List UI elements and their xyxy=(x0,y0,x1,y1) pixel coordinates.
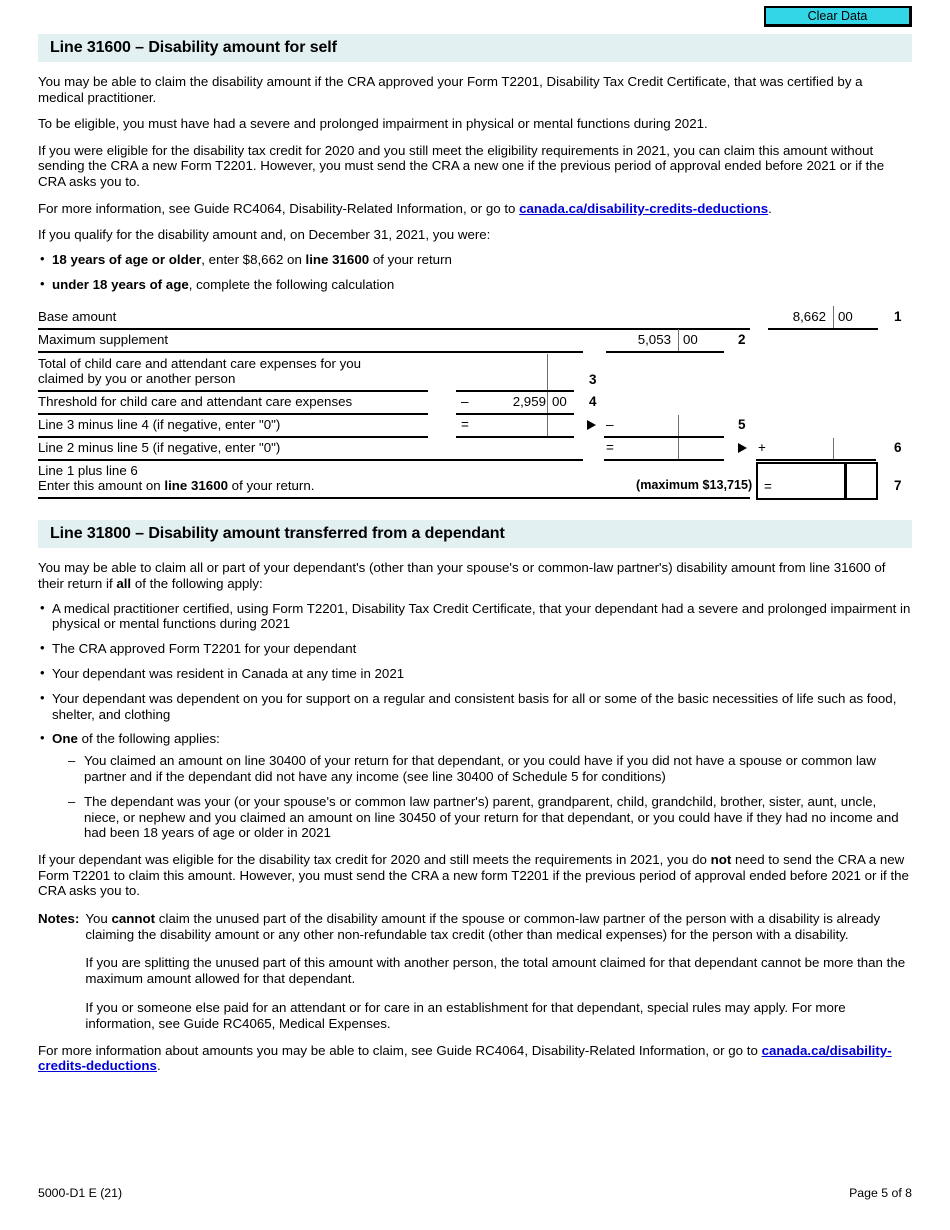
page-footer xyxy=(38,1186,912,1200)
bullet-18-or-older-bold: 18 years of age or older xyxy=(52,251,202,267)
dependant-intro-pre: You may be able to claim all or part of your dependant's (other than your spouse's or common-law partner's) disability amount from line 31600 of their return if xyxy=(38,560,886,591)
calc-row-5-label: Line 3 minus line 4 (if negative, enter "0") xyxy=(38,417,281,433)
prior-year-pre: If your dependant was eligible for the disability tax credit for 2020 and still meets the requirements in 2021, you do xyxy=(38,852,711,868)
list-item: • A medical practitioner certified, using Form T2201, Disability Tax Credit Certificate, that your dependant had a severe and prolonged impairment in physical or mental functions during 2021 xyxy=(38,601,912,633)
calc-row-3-underline xyxy=(38,390,428,391)
calc-row-5-divider xyxy=(547,415,548,436)
paragraph-qualify-intro: If you qualify for the disability amount and, on December 31, 2021, you were: xyxy=(38,227,491,243)
calc-row-7-label-line1: Line 1 plus line 6 xyxy=(38,463,138,479)
calc-row-2-amount-underline xyxy=(606,351,724,352)
calc-row-4-cents[interactable]: 00 xyxy=(552,394,567,410)
section-heading-line-31600: Line 31600 – Disability amount for self xyxy=(38,34,912,62)
calc-row-7-label-pre: Enter this amount on xyxy=(38,478,165,494)
bullet-18-or-older-end: of your return xyxy=(369,251,452,267)
calc-row-6-operator-plus: + xyxy=(758,440,766,456)
note1-bold: cannot xyxy=(111,910,156,926)
calc-row-3-label-line2: claimed by you or another person xyxy=(38,371,236,387)
calc-row-2-underline xyxy=(38,351,583,352)
calc-row-6-divider-2 xyxy=(833,438,834,459)
calc-row-6-amount-underline xyxy=(604,459,724,461)
calc-row-1-underline xyxy=(38,328,750,329)
paragraph-final-more-information xyxy=(38,1043,912,1074)
calc-row-2-dollars[interactable]: 5,053 xyxy=(637,332,671,348)
calc-row-5-operator-minus: – xyxy=(606,417,614,433)
calc-row-4-dollars[interactable]: 2,959 xyxy=(512,394,546,410)
final-info-pre: For more information about amounts you may be able to claim, see Guide RC4064, Disability-Related Information, or go to xyxy=(38,1042,762,1058)
sub-list-item: – You claimed an amount on line 30400 of your return for that dependant, or you could have if you did not have a spouse or common law partner and if the dependant did not have any income (see line 30400 of Schedule 5 for conditions) xyxy=(68,753,912,785)
calc-row-1-label: Base amount xyxy=(38,309,117,325)
dependant-intro-post: of the following apply: xyxy=(131,575,263,591)
age-bullet-list xyxy=(38,252,912,293)
calc-row-4-label: Threshold for child care and attendant care expenses xyxy=(38,394,353,410)
canada-ca-link[interactable]: canada.ca/disability-credits-deductions xyxy=(519,200,769,216)
calc-row-6-divider xyxy=(678,438,679,459)
calc-row-4-divider xyxy=(547,392,548,413)
calc-row-6-label: Line 2 minus line 5 (if negative, enter "0") xyxy=(38,440,281,456)
note-splitting-amount: If you are splitting the unused part of this amount with another person, the total amount claimed for that dependant cannot be more than the maximum amount allowed for that dependant. xyxy=(85,955,906,987)
calc-row-4-underline xyxy=(38,413,428,414)
calc-row-6-arrow-icon xyxy=(738,443,747,453)
paragraph-prior-year-credit: If you were eligible for the disability tax credit for 2020 and you still meet the eligibility requirements in 2021, you can claim this amount without sending the CRA a new Form T2201. However, you must send the CRA a new one if the previous period of approval ended before 2021 or if the CRA asks you to. xyxy=(38,142,885,189)
calc-row-1-divider xyxy=(833,306,834,328)
bullet-under-18-bold: under 18 years of age xyxy=(52,276,189,292)
one-of-following-sublist xyxy=(52,753,912,841)
calc-row-6-underline xyxy=(38,459,583,460)
paragraph-claim-eligibility: You may be able to claim the disability amount if the CRA approved your Form T2201, Disability Tax Credit Certificate, that was certified by a medical practitioner. xyxy=(38,74,863,105)
calc-row-5-number: 5 xyxy=(738,417,746,433)
calc-row-1-amount-underline xyxy=(768,328,878,329)
calc-row-2-number: 2 xyxy=(738,332,746,348)
calc-row-5-underline xyxy=(38,436,428,438)
canada-ca-link-2[interactable]: canada.ca/disability-credits-deductions xyxy=(38,1042,892,1074)
paragraph-more-information xyxy=(38,201,912,217)
calc-row-7-number: 7 xyxy=(894,478,902,494)
calc-row-3-label-line1: Total of child care and attendant care expenses for you xyxy=(38,356,362,372)
calc-row-7-operator: = xyxy=(764,479,772,495)
list-item: • Your dependant was dependent on you for support on a regular and consistent basis for all or some of the basic necessities of life such as food, shelter, and clothing xyxy=(38,691,912,723)
calc-row-5-arrow-icon xyxy=(587,420,596,430)
calc-row-7-label-post: of your return. xyxy=(227,478,315,494)
list-item: • The CRA approved Form T2201 for your dependant xyxy=(38,641,912,657)
calc-row-6-number: 6 xyxy=(894,440,902,456)
calc-row-4-number: 4 xyxy=(589,394,597,410)
calc-row-3-divider xyxy=(547,354,548,390)
page-number: Page 5 of 8 xyxy=(849,1186,912,1200)
calc-row-7-box-divider xyxy=(844,464,847,498)
one-rest: of the following applies: xyxy=(77,731,220,747)
dependant-conditions-list xyxy=(38,601,912,842)
calc-row-2-cents[interactable]: 00 xyxy=(683,332,698,348)
more-info-text: For more information, see Guide RC4064, Disability-Related Information, or go to xyxy=(38,200,520,216)
form-code: 5000-D1 E (21) xyxy=(38,1186,123,1200)
calc-row-4-operator: – xyxy=(461,394,469,410)
more-info-period: . xyxy=(768,200,772,216)
calculation-table xyxy=(38,306,912,502)
one-bold: One xyxy=(52,731,78,747)
calc-row-1-dollars[interactable]: 8,662 xyxy=(792,309,826,325)
section-heading-line-31800: Line 31800 – Disability amount transferred from a dependant xyxy=(38,520,912,548)
calc-row-5-amount-underline-2 xyxy=(604,436,724,437)
bullet-18-or-older-mid: , enter $8,662 on xyxy=(201,251,306,267)
prior-year-bold: not xyxy=(710,852,732,868)
final-info-post: . xyxy=(156,1058,161,1074)
calc-row-4-amount-underline xyxy=(456,413,574,414)
sub-list-item: – The dependant was your (or your spouse's or common law partner's) parent, grandparent, child, grandchild, brother, sister, aunt, uncle, niece, or nephew and you claimed an amount on line 30450 of your return for that dependant, or you could have if they had no income and had been 18 years of age or older in 2021 xyxy=(68,794,912,841)
note1-pre: You xyxy=(85,910,112,926)
paragraph-dependant-prior-year xyxy=(38,852,912,899)
calc-row-7-maximum-note: (maximum $13,715) xyxy=(636,478,753,493)
calc-row-2-divider xyxy=(678,329,679,351)
clear-data-button[interactable]: Clear Data xyxy=(764,6,912,27)
notes-block xyxy=(38,911,912,1032)
paragraph-dependant-intro xyxy=(38,560,912,591)
bullet-under-18-end: , complete the following calculation xyxy=(188,276,395,292)
calc-row-7-underline xyxy=(38,497,750,498)
calc-row-6-amount-underline-2 xyxy=(756,459,876,461)
note1-post: claim the unused part of the disability amount if the spouse or common-law partner of the person with a disability is already claiming the disability amount or any other non-refundable tax credit (other than medical expenses) for the person with a disability. xyxy=(85,910,881,942)
calc-row-7-label-line-number: line 31600 xyxy=(164,478,228,494)
calc-row-2-label: Maximum supplement xyxy=(38,332,169,348)
paragraph-eligibility-criteria: To be eligible, you must have had a severe and prolonged impairment in physical or mental functions during 2021. xyxy=(38,116,708,132)
notes-label: Notes: xyxy=(38,910,80,926)
bullet-under-18 xyxy=(38,277,912,293)
list-item-one-of-following xyxy=(38,731,912,841)
bullet-line-31600-bold: line 31600 xyxy=(305,251,370,267)
calc-row-6-operator-equals: = xyxy=(606,440,614,456)
calc-row-3-number: 3 xyxy=(589,372,597,388)
calc-row-3-amount-underline xyxy=(456,390,574,391)
calc-row-5-amount-underline xyxy=(456,436,574,438)
note-cannot-claim xyxy=(85,911,912,943)
calc-row-1-cents[interactable]: 00 xyxy=(838,309,853,325)
prior-year-post: need to send the CRA a new Form T2201 to claim this amount. However, you must send the CRA a new form T2201 if the previous period of approval ended before 2021 or if the CRA asks you to. xyxy=(38,852,909,899)
calc-row-5-divider-2 xyxy=(678,415,679,436)
dependant-intro-bold: all xyxy=(116,575,132,591)
calc-row-7-total-box[interactable] xyxy=(756,462,878,500)
list-item: • Your dependant was resident in Canada at any time in 2021 xyxy=(38,666,912,682)
note-attendant-care: If you or someone else paid for an attendant or for care in an establishment for that dependant, special rules may apply. For more information, see Guide RC4065, Medical Expenses. xyxy=(85,1000,846,1031)
calc-row-1-number: 1 xyxy=(894,309,902,325)
calc-row-5-operator-equals: = xyxy=(461,417,469,433)
notes-body xyxy=(85,911,912,1032)
toolbar xyxy=(38,0,912,34)
calc-row-7-label-line2 xyxy=(38,478,314,494)
bullet-18-or-older xyxy=(38,252,912,268)
